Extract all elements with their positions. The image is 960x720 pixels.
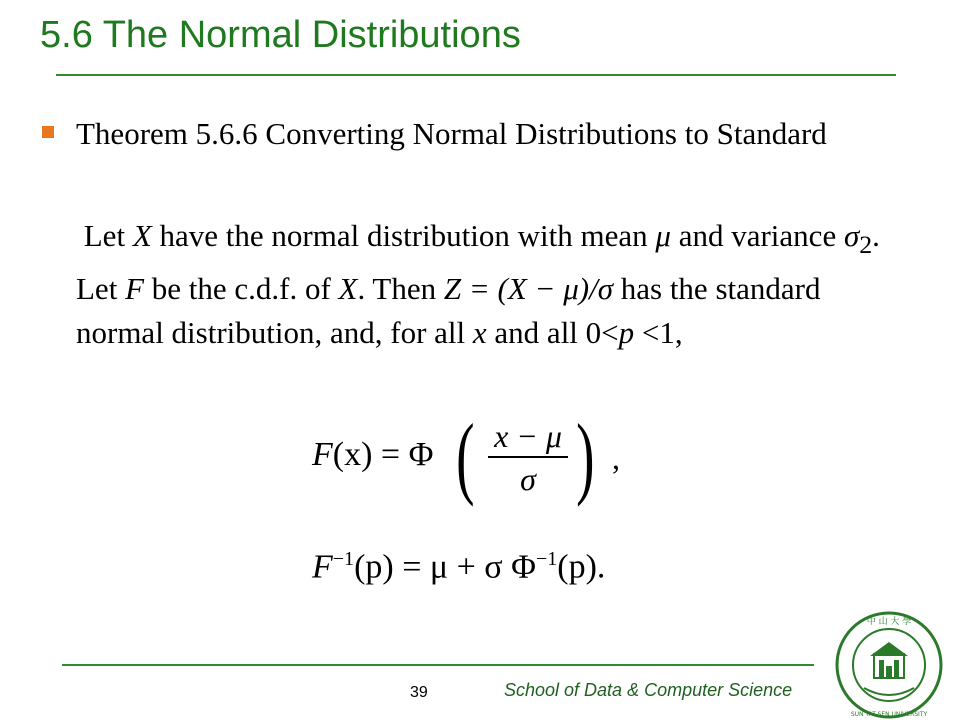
equation-text: (x) = Φ [332,436,434,473]
var-f: F [125,271,144,307]
left-paren: ( [456,405,475,507]
var-f: F [312,436,333,473]
equation-text: (p). [557,548,606,586]
var-x-lower: x [472,315,487,351]
exponent: −1 [332,548,355,570]
theorem-heading: Theorem 5.6.6 Converting Normal Distributions to Standard [76,116,827,151]
equation-quantile [312,548,605,586]
exponent: −1 [535,548,558,570]
z-expression: Z = (X − μ)/σ [443,271,613,307]
fraction-bar [488,456,568,458]
equation-text: (p) = μ + σ Φ [354,548,536,586]
statement-text: Let [83,218,133,253]
statement-text: and variance [670,218,844,253]
var-x: X [338,271,358,307]
equation-comma: , [612,440,620,476]
denominator: σ [520,461,536,497]
statement-text: have the normal distribution with mean [151,218,656,253]
statement-text: has the standard normal distribution, and, for all [76,271,821,351]
footer-divider [62,664,814,666]
bullet-icon [42,126,54,138]
slide-title: 5.6 The Normal Distributions [40,14,521,56]
equation-cdf-conversion [312,405,672,507]
university-seal-icon [834,610,944,720]
statement-text: . Then [357,271,444,307]
svg-text:SUN YAT-SEN UNIVERSITY: SUN YAT-SEN UNIVERSITY [850,711,928,718]
theorem-statement [76,214,906,355]
statement-text: . Let [76,218,880,307]
var-mu: μ [655,218,671,253]
equation-lhs [312,436,433,474]
statement-text: be the c.d.f. of [144,271,339,307]
exponent: 2 [859,230,873,260]
var-x: X [132,218,152,253]
svg-text:中 山 大 學: 中 山 大 學 [866,617,912,627]
statement-text: <1, [634,315,683,351]
var-f: F [312,548,333,586]
statement-text: and all 0< [486,315,619,351]
numerator: x − μ [494,418,562,454]
page-number: 39 [410,684,428,701]
right-paren: ) [576,405,595,507]
var-sigma: σ [843,218,860,253]
footer-school-name: School of Data & Computer Science [504,680,793,700]
var-p: p [618,315,635,351]
fraction [484,418,572,498]
title-divider [56,74,896,76]
